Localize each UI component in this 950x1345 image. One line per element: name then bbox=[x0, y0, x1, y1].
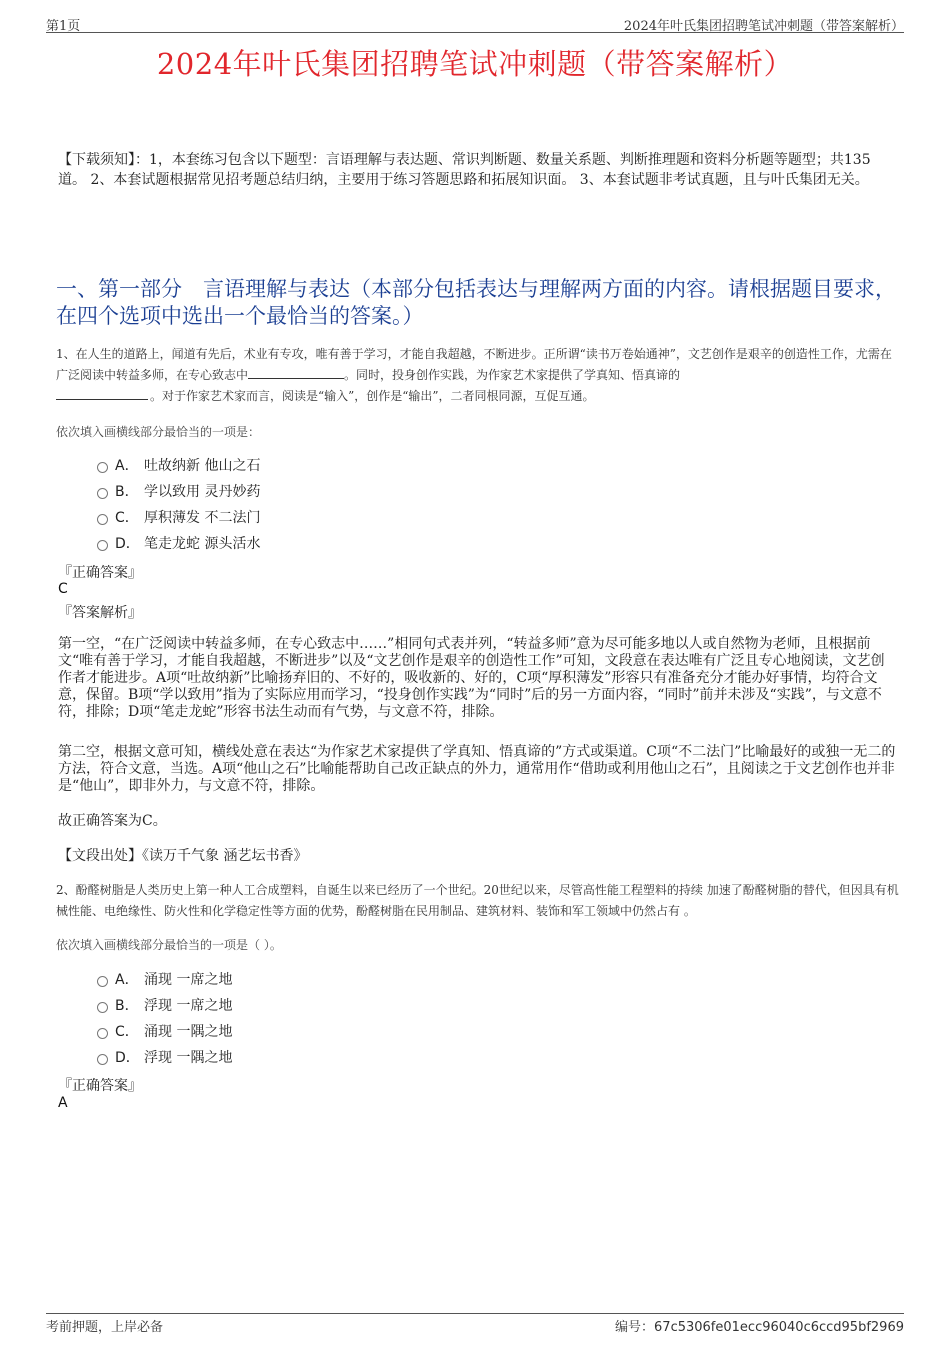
radio-button[interactable] bbox=[97, 540, 108, 551]
passage-source: 【文段出处】《读万千气象 涵艺坛书香》 bbox=[58, 848, 308, 864]
page-footer bbox=[46, 1313, 904, 1334]
radio-button[interactable] bbox=[97, 488, 108, 499]
question-1-prompt: 依次填入画横线部分最恰当的一项是： bbox=[56, 425, 261, 439]
analysis-label: 『答案解析』 bbox=[58, 605, 142, 621]
radio-button[interactable] bbox=[97, 1028, 108, 1039]
question-2-text: 2、酚醛树脂是人类历史上第一种人工合成塑料，自诞生以来已经历了一个世纪。20世纪以来，尽管高性能工程塑料的持续 加速了酚醛树脂的替代，但因具有机械性能、电绝缘性、防火性和化学稳定性等方面的优势，酚醛树脂在民用制品、建筑材料、装饰和军工领域中仍然占有 。 bbox=[56, 883, 899, 918]
document-title: 2024年叶氏集团招聘笔试冲刺题（带答案解析） bbox=[156, 47, 794, 81]
question-1-text bbox=[56, 344, 902, 407]
correct-answer-label: 『正确答案』 bbox=[58, 1078, 142, 1094]
download-notice: 【下载须知】：1，本套练习包含以下题型：言语理解与表达题、常识判断题、数量关系题、判断推理题和资料分析题等题型；共135道。 2、本套试题根据常见招考题总结归纳，主要用于练习答题思路和拓展知识面。 3、本套试题非考试真题，且与叶氏集团无关。 bbox=[58, 152, 871, 188]
radio-button[interactable] bbox=[97, 1054, 108, 1065]
analysis-paragraph-2: 第二空，根据文意可知，横线处意在表达“为作家艺术家提供了学真知、悟真谛的”方式或渠道。C项“不二法门”比喻最好的或独一无二的方法，符合文意，当选。A项“他山之石”比喻能帮助自己改正缺点的外力，通常用作“借助或利用他山之石”，且阅读之于文艺创作也并非是“他山”，即非外力，与文意不符，排除。 bbox=[58, 744, 896, 794]
radio-button[interactable] bbox=[97, 1002, 108, 1013]
question-1-text-part1: 1、在人生的道路上，闻道有先后，术业有专攻，唯有善于学习，才能自我超越，不断进步。正所谓“读书万卷始通神”，文艺创作是艰辛的创造性工作，尤需在广泛阅读中转益多师，在专心致志中 bbox=[56, 347, 892, 382]
page-header bbox=[46, 14, 904, 33]
answer-blank-2 bbox=[56, 387, 148, 400]
analysis-conclusion: 故正确答案为C。 bbox=[58, 813, 167, 829]
radio-button[interactable] bbox=[97, 514, 108, 525]
page-number: 第1页 bbox=[46, 19, 81, 34]
correct-answer: C bbox=[58, 581, 68, 597]
document-code: 编号：67c5306fe01ecc96040c6ccd95bf2969 bbox=[615, 1320, 904, 1335]
radio-button[interactable] bbox=[97, 462, 108, 473]
correct-answer: A bbox=[58, 1095, 68, 1111]
correct-answer-label: 『正确答案』 bbox=[58, 565, 142, 581]
analysis-paragraph-1: 第一空，“在广泛阅读中转益多师，在专心致志中……”相同句式表并列，“转益多师”意为尽可能多地以人或自然物为老师，且根据前文“唯有善于学习，才能自我超越，不断进步”以及“文艺创作是艰辛的创造性工作”可知，文段意在表达唯有广泛且专心地阅读，文艺创作者才能进步。A项“吐故纳新”比喻扬弃旧的、不好的，吸收新的、好的，C项“厚积薄发”形容只有准备充分才能办好事情，均符合文意，保留。B项“学以致用”指为了实际应用而学习，“投身创作实践”为“同时”后的另一方面内容，“同时”前并未涉及“实践”，与文意不符，排除；D项“笔走龙蛇”形容书法生动而有气势，与文意不符，排除。 bbox=[58, 636, 885, 720]
question-1-text-part3: 。对于作家艺术家而言，阅读是“输入”，创作是“输出”，二者同根同源，互促互通。 bbox=[150, 389, 595, 403]
question-1-text-part2: 。同时，投身创作实践，为作家艺术家提供了学真知、悟真谛的 bbox=[344, 368, 681, 382]
header-doc-title: 2024年叶氏集团招聘笔试冲刺题（带答案解析） bbox=[623, 19, 904, 34]
radio-button[interactable] bbox=[97, 976, 108, 987]
question-2-prompt: 依次填入画横线部分最恰当的一项是（ ）。 bbox=[56, 938, 282, 952]
footer-slogan: 考前押题，上岸必备 bbox=[46, 1320, 164, 1335]
answer-blank-1 bbox=[248, 366, 344, 379]
section-heading: 一、第一部分 言语理解与表达（本部分包括表达与理解两方面的内容。请根据题目要求，在四个选项中选出一个最恰当的答案。） bbox=[56, 277, 896, 328]
